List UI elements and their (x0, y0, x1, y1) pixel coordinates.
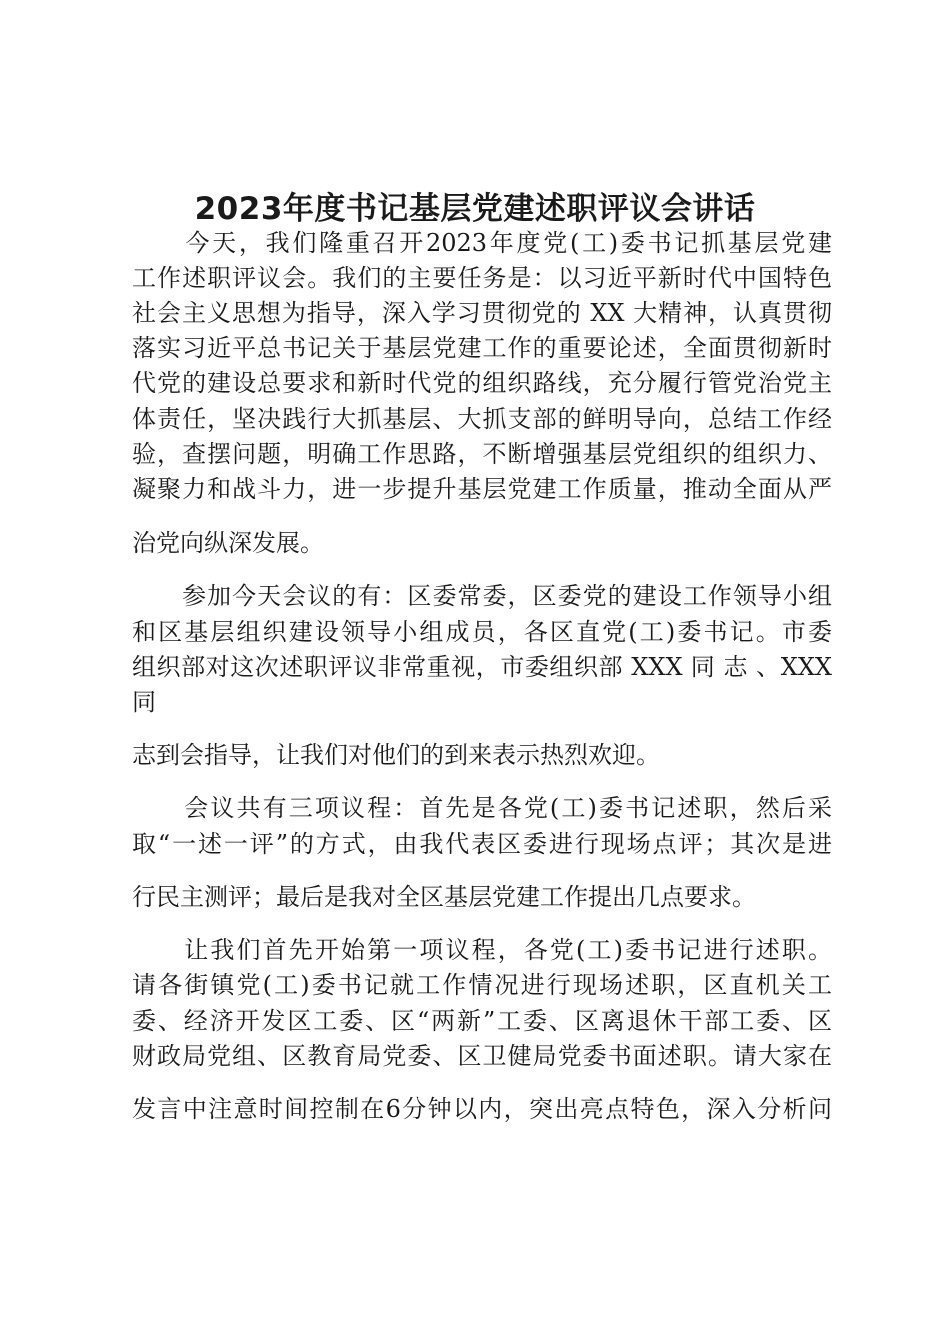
paragraph-line: 同 (132, 688, 156, 716)
paragraph-line: 发言中注意时间控制在6分钟以内，突出亮点特色，深入分析问 (132, 1095, 832, 1123)
paragraph-line: 验，查摆问题，明确工作思路，不断增强基层党组织的组织力、 (132, 440, 832, 468)
paragraph-line: 今天，我们隆重召开2023年度党(工)委书记抓基层党建 (132, 229, 832, 257)
paragraph-line: 志到会指导，让我们对他们的到来表示热烈欢迎。 (132, 741, 660, 769)
paragraph-line: 工作述职评议会。我们的主要任务是：以习近平新时代中国特色 (132, 264, 832, 292)
paragraph-line: 治党向纵深发展。 (132, 529, 324, 557)
paragraph-line: 让我们首先开始第一项议程，各党(工)委书记进行述职。 (132, 936, 832, 964)
paragraph-line: 组织部对这次述职评议非常重视，市委组织部 XXX 同 志 、XXX (132, 653, 832, 681)
paragraph-line: 落实习近平总书记关于基层党建工作的重要论述，全面贯彻新时 (132, 334, 832, 362)
document-title: 2023年度书记基层党建述职评议会讲话 (194, 191, 756, 227)
paragraph-line: 请各街镇党(工)委书记就工作情况进行现场述职，区直机关工 (132, 971, 832, 999)
paragraph-line: 委、经济开发区工委、区“两新”工委、区离退休干部工委、区 (132, 1007, 832, 1035)
paragraph-line: 行民主测评；最后是我对全区基层党建工作提出几点要求。 (132, 883, 756, 911)
paragraph-line: 代党的建设总要求和新时代党的组织路线，充分履行管党治党主 (132, 369, 832, 397)
paragraph-line: 凝聚力和战斗力，进一步提升基层党建工作质量，推动全面从严 (132, 475, 832, 503)
paragraph-line: 体责任，坚决践行大抓基层、大抓支部的鲜明导向，总结工作经 (132, 405, 832, 433)
paragraph-line: 参加今天会议的有：区委常委，区委党的建设工作领导小组 (132, 582, 832, 610)
paragraph-line: 社会主义思想为指导，深入学习贯彻党的 XX 大精神，认真贯彻 (132, 299, 832, 327)
paragraph-line: 会议共有三项议程：首先是各党(工)委书记述职，然后采 (132, 794, 832, 822)
paragraph-line: 和区基层组织建设领导小组成员，各区直党(工)委书记。市委 (132, 618, 832, 646)
paragraph-line: 财政局党组、区教育局党委、区卫健局党委书面述职。请大家在 (132, 1042, 832, 1070)
paragraph-line: 取“一述一评”的方式，由我代表区委进行现场点评；其次是进 (132, 830, 832, 858)
